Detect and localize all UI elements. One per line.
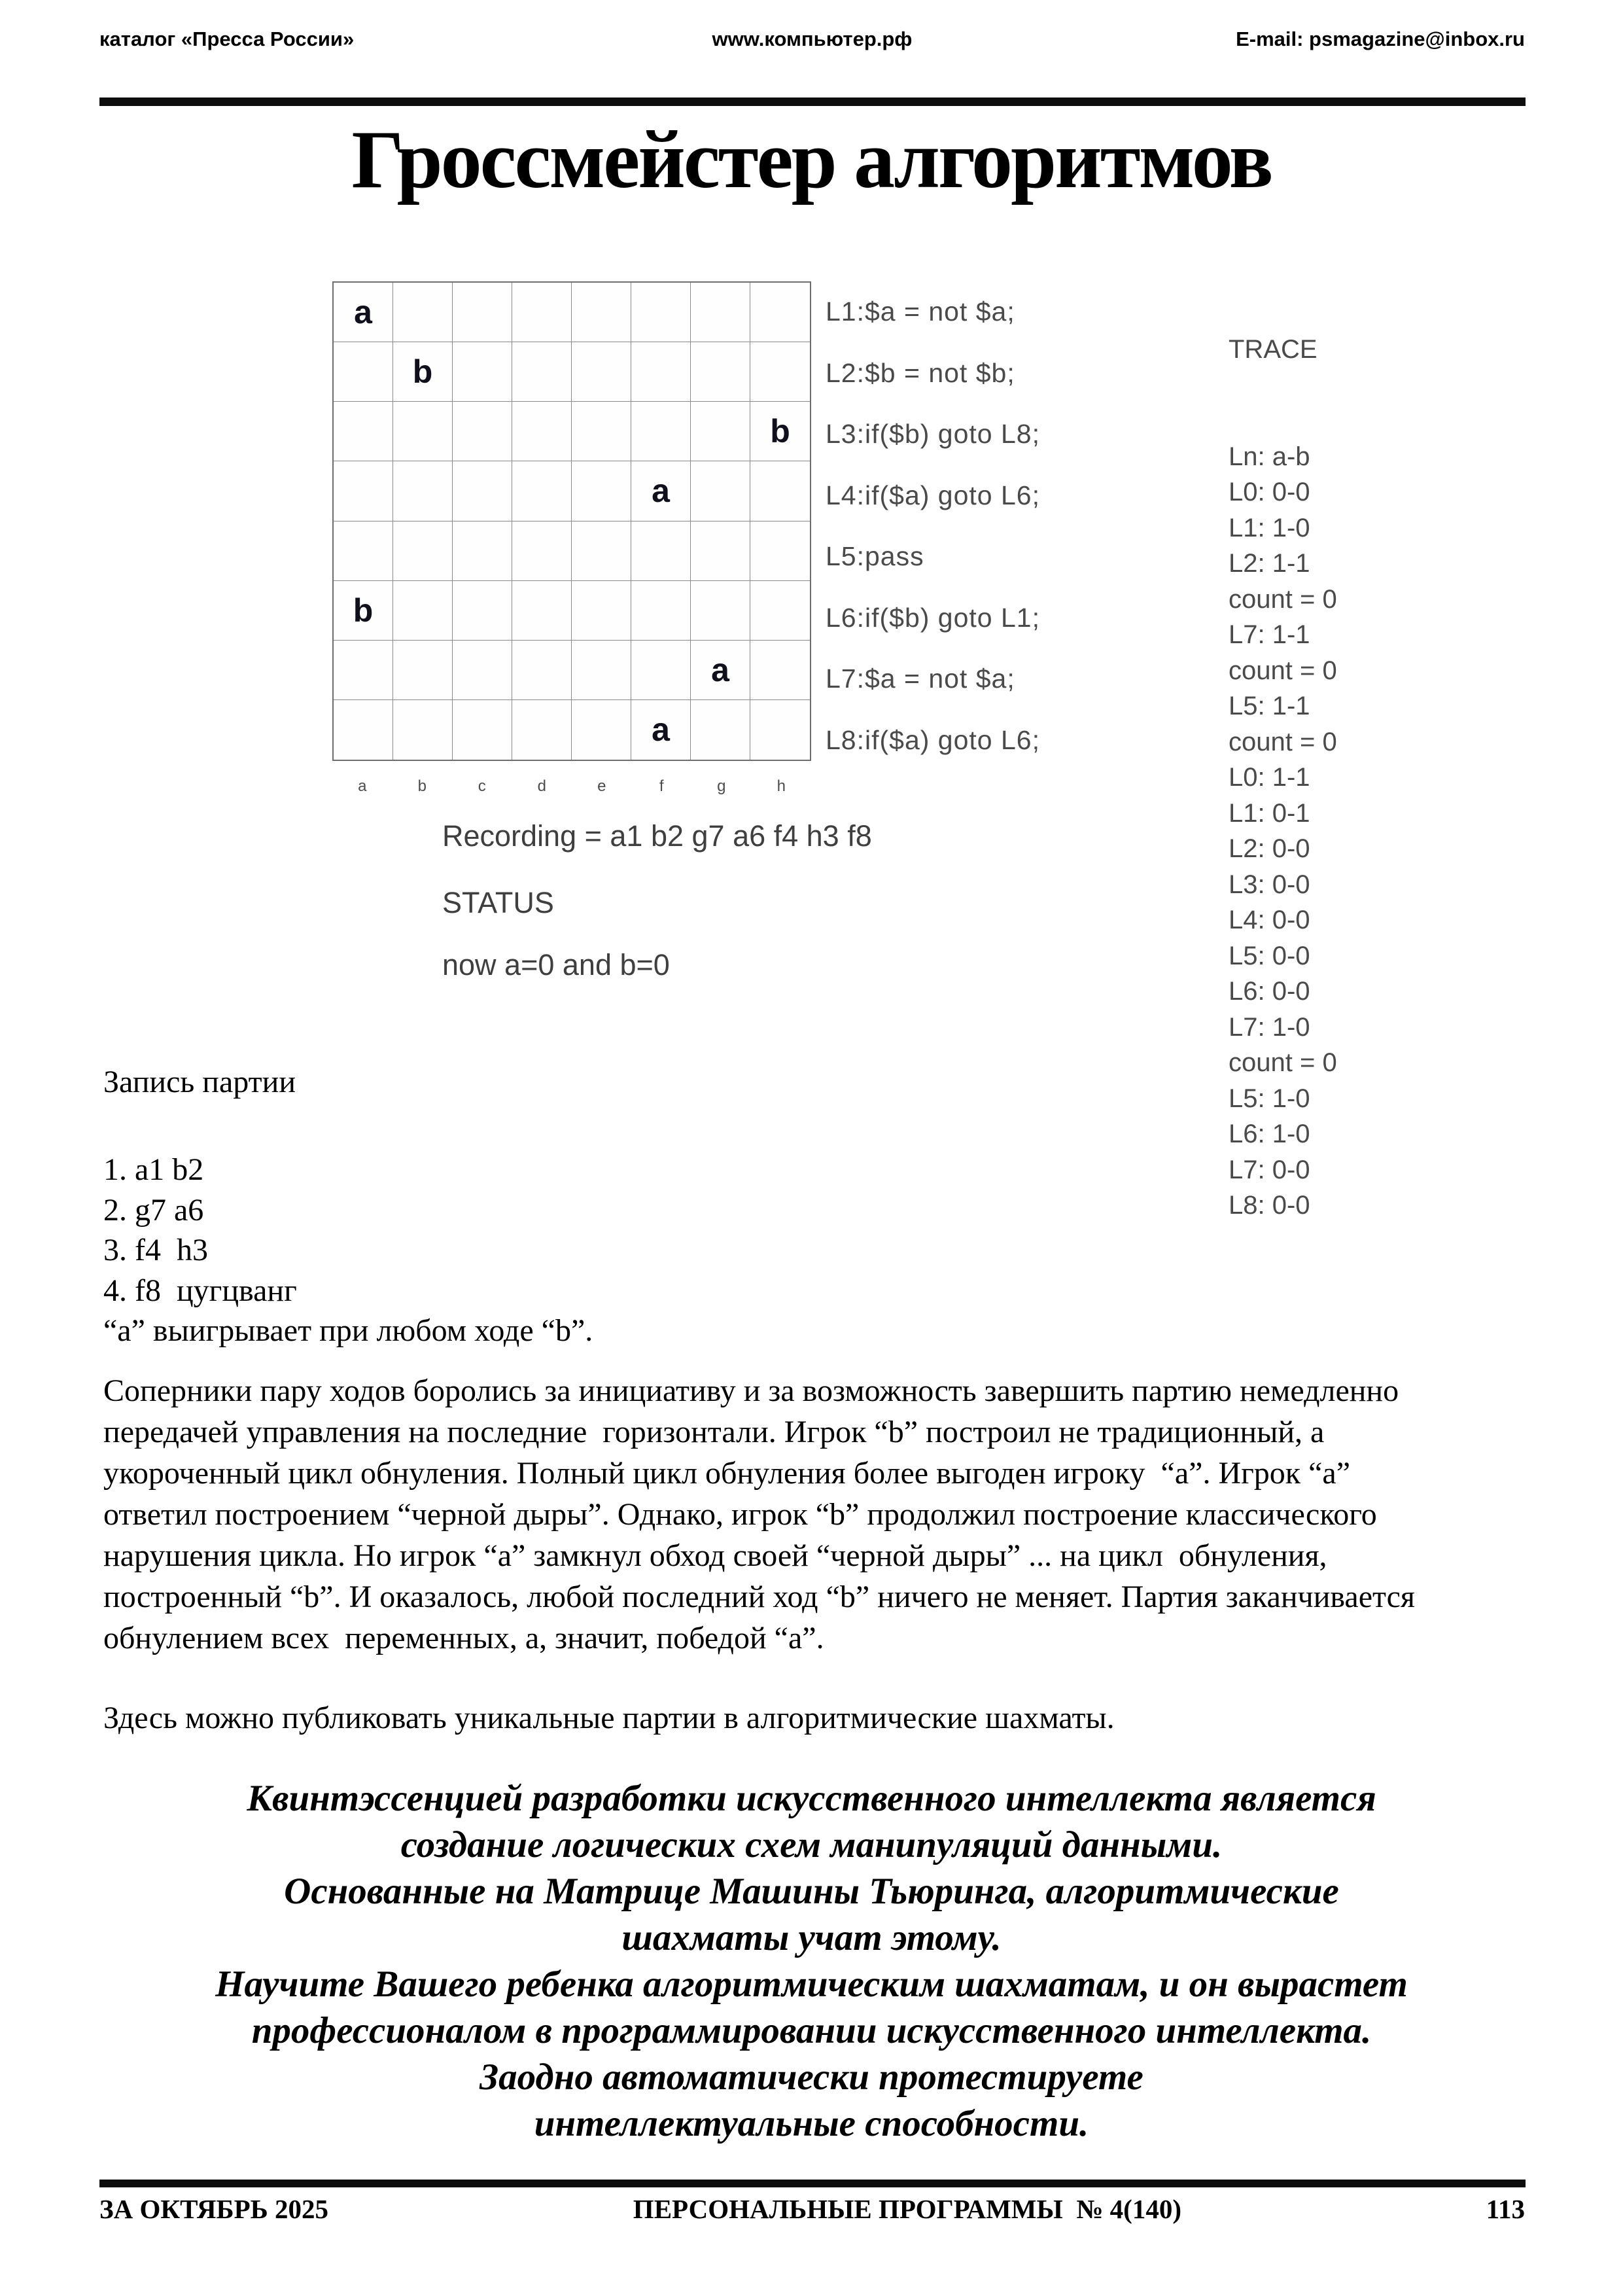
page-title: Гроссмейстер алгоритмов xyxy=(351,115,1272,205)
motto-line: создание логических схем манипуляций данными. xyxy=(400,1824,1223,1865)
board-cell-a8 xyxy=(334,700,393,760)
trace-line: L7: 0-0 xyxy=(1229,1155,1310,1184)
game-record-heading: Запись партии xyxy=(103,1065,296,1099)
code-line: L2:$b = not $b; xyxy=(826,357,1015,388)
header-catalog: каталог «Пресса России» xyxy=(99,27,355,50)
piece-b-b2: b xyxy=(412,353,433,391)
board-cell-f4 xyxy=(631,461,691,521)
board-cell-f7 xyxy=(631,641,691,700)
paragraph-line: нарушения цикла. Но игрок “a” замкнул обход своей “черной дыры” ... на цикл обнуления, xyxy=(103,1538,1327,1573)
board-cell-e5 xyxy=(572,521,631,581)
board-cell-h6 xyxy=(750,581,810,641)
trace-line: count = 0 xyxy=(1229,584,1337,614)
board-cell-f6 xyxy=(631,581,691,641)
board-cell-h8 xyxy=(750,700,810,760)
board-cell-f5 xyxy=(631,521,691,581)
board-cell-g5 xyxy=(691,521,750,581)
board-cell-d2 xyxy=(512,342,572,402)
trace-line: Ln: a-b xyxy=(1229,442,1310,471)
board-cell-h4 xyxy=(750,461,810,521)
trace-line: L7: 1-0 xyxy=(1229,1012,1310,1042)
trace-line: count = 0 xyxy=(1229,656,1337,685)
board-cell-a6 xyxy=(334,581,393,641)
motto-line: Основанные на Матрице Машины Тьюринга, алгоритмические xyxy=(284,1871,1339,1912)
board-cell-b3 xyxy=(393,402,453,461)
footer-rule xyxy=(99,2180,1526,2187)
publish-note: Здесь можно публиковать уникальные партии в алгоритмические шахматы. xyxy=(103,1701,1115,1735)
board-cell-h3 xyxy=(750,402,810,461)
piece-b-h3: b xyxy=(770,413,790,450)
board-cell-e4 xyxy=(572,461,631,521)
board-cell-g2 xyxy=(691,342,750,402)
file-label: d xyxy=(537,777,546,795)
file-label: a xyxy=(358,777,367,795)
page-footer xyxy=(99,2193,1525,2225)
moves-list xyxy=(103,1152,297,1313)
piece-a-f4: a xyxy=(652,472,670,510)
motto-line: Научите Вашего ребенка алгоритмическим шахматам, и он вырастет xyxy=(215,1964,1408,2005)
trace-line: count = 0 xyxy=(1229,727,1337,756)
code-line: L7:$a = not $a; xyxy=(826,663,1015,694)
board-cell-d3 xyxy=(512,402,572,461)
paragraph-line: обнулением всех переменных, а, значит, победой “a”. xyxy=(103,1621,824,1655)
board-cell-e8 xyxy=(572,700,631,760)
trace-line: L5: 1-0 xyxy=(1229,1084,1310,1113)
board-cell-c7 xyxy=(453,641,512,700)
paragraph-line: ответил построением “черной дыры”. Однако, игрок “b” продолжил построение классического xyxy=(103,1497,1377,1532)
move-line: 2. g7 a6 xyxy=(103,1192,204,1227)
trace-line: count = 0 xyxy=(1229,1048,1337,1077)
board-cell-c5 xyxy=(453,521,512,581)
board-cell-c3 xyxy=(453,402,512,461)
board-cell-c1 xyxy=(453,283,512,342)
paragraph-line: укороченный цикл обнуления. Полный цикл обнуления более выгоден игроку “a”. Игрок “a” xyxy=(103,1456,1351,1491)
board-cell-f3 xyxy=(631,402,691,461)
motto-line: профессионалом в программировании искусственного интеллекта. xyxy=(251,2010,1372,2051)
file-label: f xyxy=(659,777,664,795)
trace-line: L6: 0-0 xyxy=(1229,977,1310,1006)
board-cell-d7 xyxy=(512,641,572,700)
board-cell-g1 xyxy=(691,283,750,342)
chess-board xyxy=(332,281,811,761)
commentary-paragraph xyxy=(103,1373,1562,1661)
motto-line: Квинтэссенцией разработки искусственного интеллекта является xyxy=(247,1778,1376,1819)
move-line: 3. f4 h3 xyxy=(103,1233,208,1267)
trace-line: L7: 1-1 xyxy=(1229,620,1310,649)
board-cell-a2 xyxy=(334,342,393,402)
board-cell-d6 xyxy=(512,581,572,641)
motto-block xyxy=(0,1777,1623,2149)
board-cell-g4 xyxy=(691,461,750,521)
file-label: b xyxy=(417,777,427,795)
paragraph-line: построенный “b”. И оказалось, любой последний ход “b” ничего не меняет. Партия заканчивается xyxy=(103,1580,1415,1614)
paragraph-line: Соперники пару ходов боролись за инициативу и за возможность завершить партию немедленно xyxy=(103,1373,1399,1408)
trace-line: L5: 0-0 xyxy=(1229,941,1310,970)
page-header xyxy=(99,27,1525,56)
recording-line: Recording = a1 b2 g7 a6 f4 h3 f8 xyxy=(442,819,872,853)
board-cell-a3 xyxy=(334,402,393,461)
code-line: L3:if($b) goto L8; xyxy=(826,419,1040,449)
header-email: E-mail: psmagazine@inbox.ru xyxy=(1236,27,1525,50)
board-cell-g3 xyxy=(691,402,750,461)
motto-line: Заодно автоматически протестируете xyxy=(480,2057,1143,2098)
file-label: c xyxy=(478,777,486,795)
piece-b-a6: b xyxy=(353,592,374,629)
file-label: e xyxy=(597,777,606,795)
footer-issue-date: ЗА ОКТЯБРЬ 2025 xyxy=(99,2194,329,2224)
move-line: 1. a1 b2 xyxy=(103,1152,204,1187)
board-cell-e2 xyxy=(572,342,631,402)
piece-a-f8: a xyxy=(652,711,670,749)
code-line: L8:if($a) goto L6; xyxy=(826,724,1040,755)
board-cell-d4 xyxy=(512,461,572,521)
trace-panel xyxy=(1229,260,1337,1295)
board-cell-g7 xyxy=(691,641,750,700)
trace-line: L2: 0-0 xyxy=(1229,834,1310,863)
board-cell-f2 xyxy=(631,342,691,402)
status-label: STATUS xyxy=(442,886,554,919)
file-label: h xyxy=(777,777,786,795)
board-cell-a7 xyxy=(334,641,393,700)
board-cell-e3 xyxy=(572,402,631,461)
footer-magazine-name: ПЕРСОНАЛЬНЫЕ ПРОГРАММЫ № 4(140) xyxy=(633,2194,1181,2224)
board-cell-b2 xyxy=(393,342,453,402)
trace-line: L4: 0-0 xyxy=(1229,906,1310,934)
board-cell-a4 xyxy=(334,461,393,521)
board-cell-h2 xyxy=(750,342,810,402)
board-cell-d5 xyxy=(512,521,572,581)
board-cell-b7 xyxy=(393,641,453,700)
board-cell-c6 xyxy=(453,581,512,641)
board-cell-h1 xyxy=(750,283,810,342)
trace-line: L1: 1-0 xyxy=(1229,513,1310,542)
header-website: www.компьютер.рф xyxy=(712,27,913,50)
board-cell-b6 xyxy=(393,581,453,641)
trace-title: TRACE xyxy=(1229,335,1318,364)
board-cell-c4 xyxy=(453,461,512,521)
board-cell-a5 xyxy=(334,521,393,581)
board-cell-b8 xyxy=(393,700,453,760)
status-value: now a=0 and b=0 xyxy=(442,948,670,981)
code-line: L5:pass xyxy=(826,541,924,571)
board-cell-b4 xyxy=(393,461,453,521)
board-file-labels xyxy=(332,777,811,796)
board-cell-e7 xyxy=(572,641,631,700)
footer-page-number: 113 xyxy=(1486,2194,1525,2224)
board-cell-b5 xyxy=(393,521,453,581)
motto-line: шахматы учат этому. xyxy=(621,1917,1002,1958)
trace-line: L0: 1-1 xyxy=(1229,763,1310,792)
result-line: “a” выигрывает при любом ходе “b”. xyxy=(103,1313,593,1348)
piece-a-g7: a xyxy=(711,651,729,688)
trace-lines xyxy=(1229,439,1337,1224)
trace-line: L3: 0-0 xyxy=(1229,870,1310,899)
code-line: L1:$a = not $a; xyxy=(826,296,1015,327)
board-cell-g6 xyxy=(691,581,750,641)
board-cell-f1 xyxy=(631,283,691,342)
board-cell-e1 xyxy=(572,283,631,342)
board-cell-g8 xyxy=(691,700,750,760)
board-cell-c2 xyxy=(453,342,512,402)
trace-line: L1: 0-1 xyxy=(1229,798,1310,828)
board-cell-a1 xyxy=(334,283,393,342)
motto-line: интеллектуальные способности. xyxy=(534,2103,1089,2144)
board-cell-d8 xyxy=(512,700,572,760)
code-line: L6:if($b) goto L1; xyxy=(826,602,1040,633)
board-cell-b1 xyxy=(393,283,453,342)
file-label: g xyxy=(717,777,726,795)
board-cell-e6 xyxy=(572,581,631,641)
board-cell-h5 xyxy=(750,521,810,581)
code-line: L4:if($a) goto L6; xyxy=(826,480,1040,510)
board-cell-h7 xyxy=(750,641,810,700)
trace-line: L2: 1-1 xyxy=(1229,549,1310,578)
trace-line: L8: 0-0 xyxy=(1229,1191,1310,1220)
paragraph-line: передачей управления на последние горизонтали. Игрок “b” построил не традиционный, а xyxy=(103,1415,1325,1449)
trace-line: L0: 0-0 xyxy=(1229,478,1310,506)
board-cell-d1 xyxy=(512,283,572,342)
trace-line: L5: 1-1 xyxy=(1229,692,1310,720)
move-line: 4. f8 цугцванг xyxy=(103,1273,297,1308)
board-cell-f8 xyxy=(631,700,691,760)
piece-a-a1: a xyxy=(354,294,372,331)
program-listing xyxy=(826,281,1040,771)
header-rule xyxy=(99,97,1526,106)
trace-line: L6: 1-0 xyxy=(1229,1120,1310,1148)
board-cell-c8 xyxy=(453,700,512,760)
